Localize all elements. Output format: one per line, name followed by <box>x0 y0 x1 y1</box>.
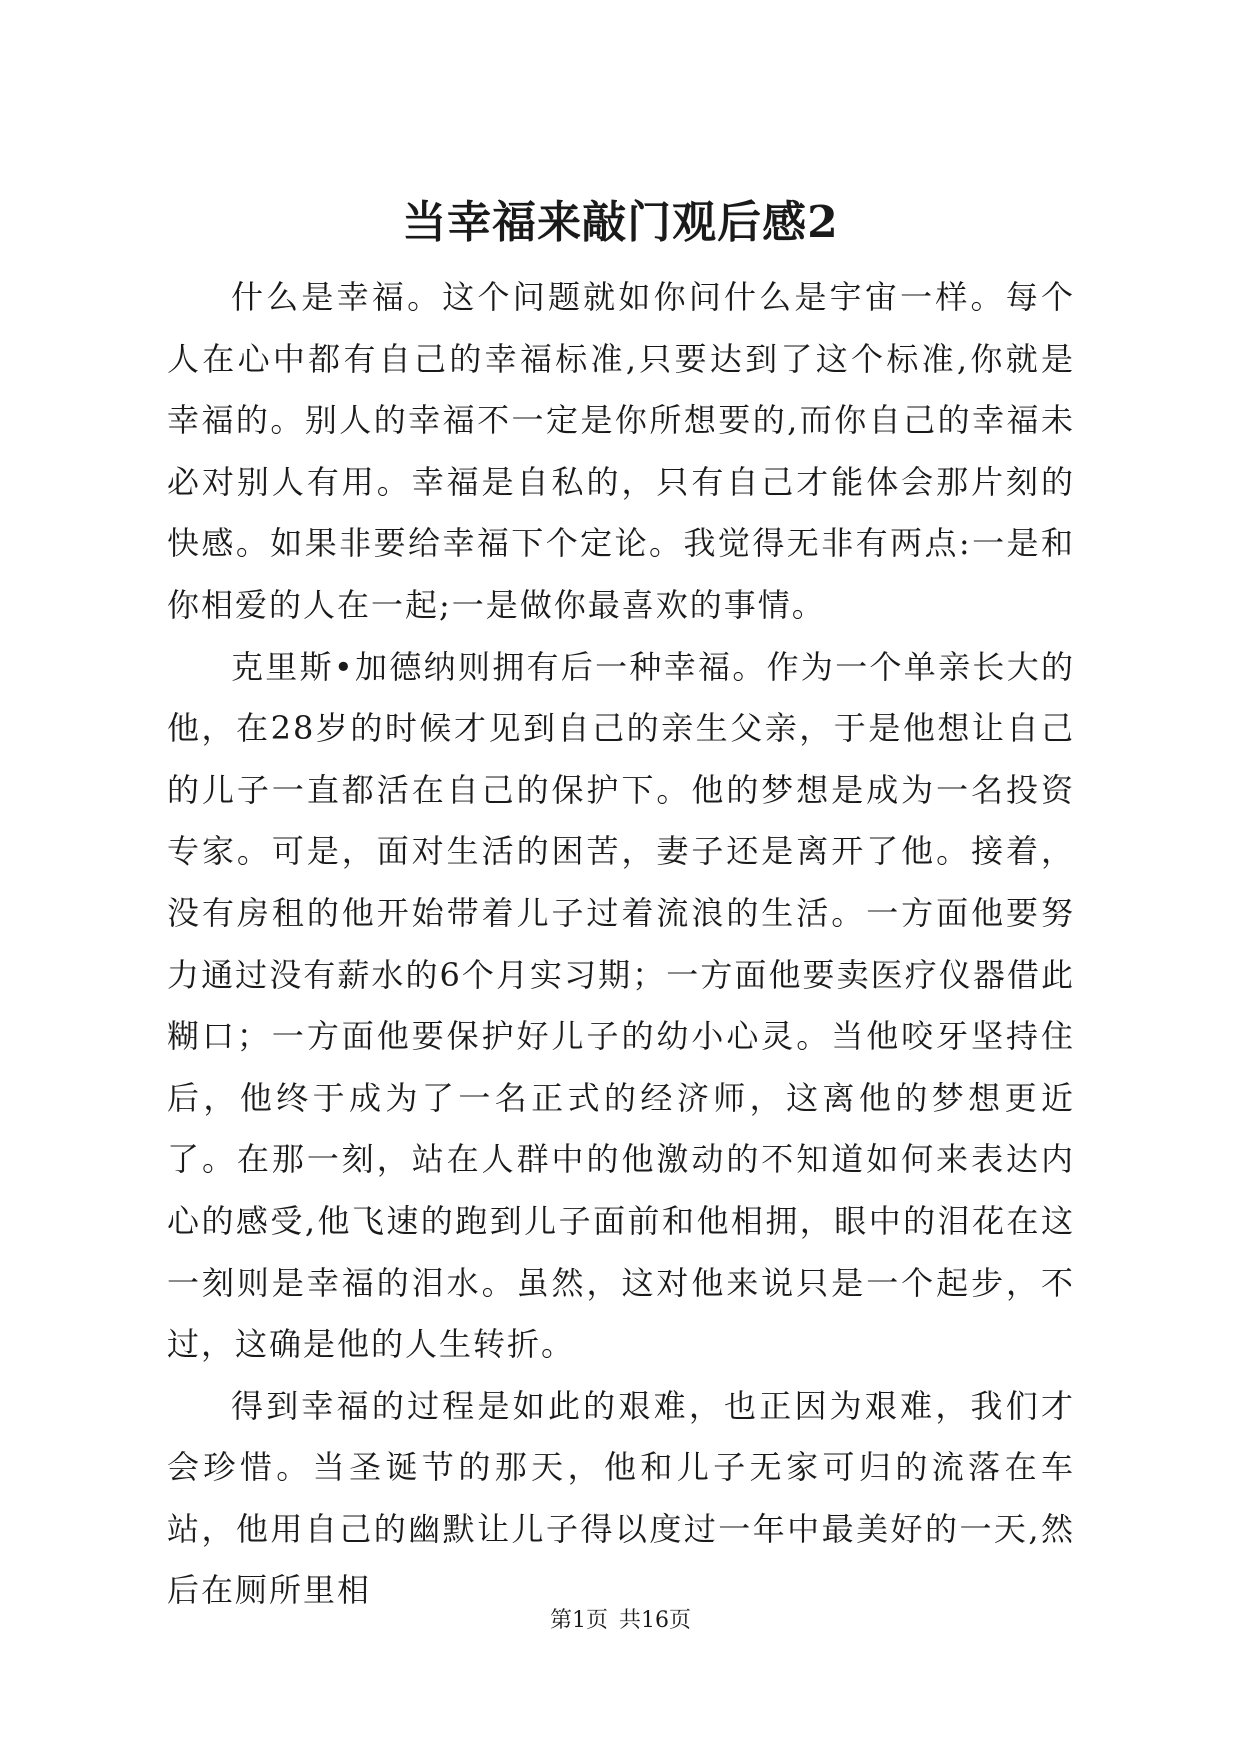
paragraph-1: 什么是幸福。这个问题就如你问什么是宇宙一样。每个人在心中都有自己的幸福标准,只要达到了这个标准,你就是幸福的。别人的幸福不一定是你所想要的,而你自己的幸福未必对别人有用。幸福是自私的，只有自己才能体会那片刻的快感。如果非要给幸福下个定论。我觉得无非有两点:一是和你相爱的人在一起;一是做你最喜欢的事情。 <box>167 278 1075 624</box>
page-total: 共16页 <box>619 1608 691 1633</box>
page-number: 第1页 <box>550 1608 608 1633</box>
page-footer <box>0 1606 1241 1636</box>
document-body <box>167 267 1075 1622</box>
paragraph-2: 克里斯•加德纳则拥有后一种幸福。作为一个单亲长大的他，在28岁的时候才见到自己的亲生父亲，于是他想让自己的儿子一直都活在自己的保护下。他的梦想是成为一名投资专家。可是，面对生活的困苦，妻子还是离开了他。接着，没有房租的他开始带着儿子过着流浪的生活。一方面他要努力通过没有薪水的6个月实习期；一方面他要卖医疗仪器借此糊口；一方面他要保护好儿子的幼小心灵。当他咬牙坚持住后，他终于成为了一名正式的经济师，这离他的梦想更近了。在那一刻，站在人群中的他激动的不知道如何来表达内心的感受,他飞速的跑到儿子面前和他相拥，眼中的泪花在这一刻则是幸福的泪水。虽然，这对他来说只是一个起步，不过，这确是他的人生转折。 <box>167 647 1075 1364</box>
document-title: 当幸福来敲门观后感2 <box>402 197 839 248</box>
paragraph-3: 得到幸福的过程是如此的艰难，也正因为艰难，我们才会珍惜。当圣诞节的那天，他和儿子无家可归的流落在车站，他用自己的幽默让儿子得以度过一年中最美好的一天,然后在厕所里相 <box>167 1386 1075 1610</box>
